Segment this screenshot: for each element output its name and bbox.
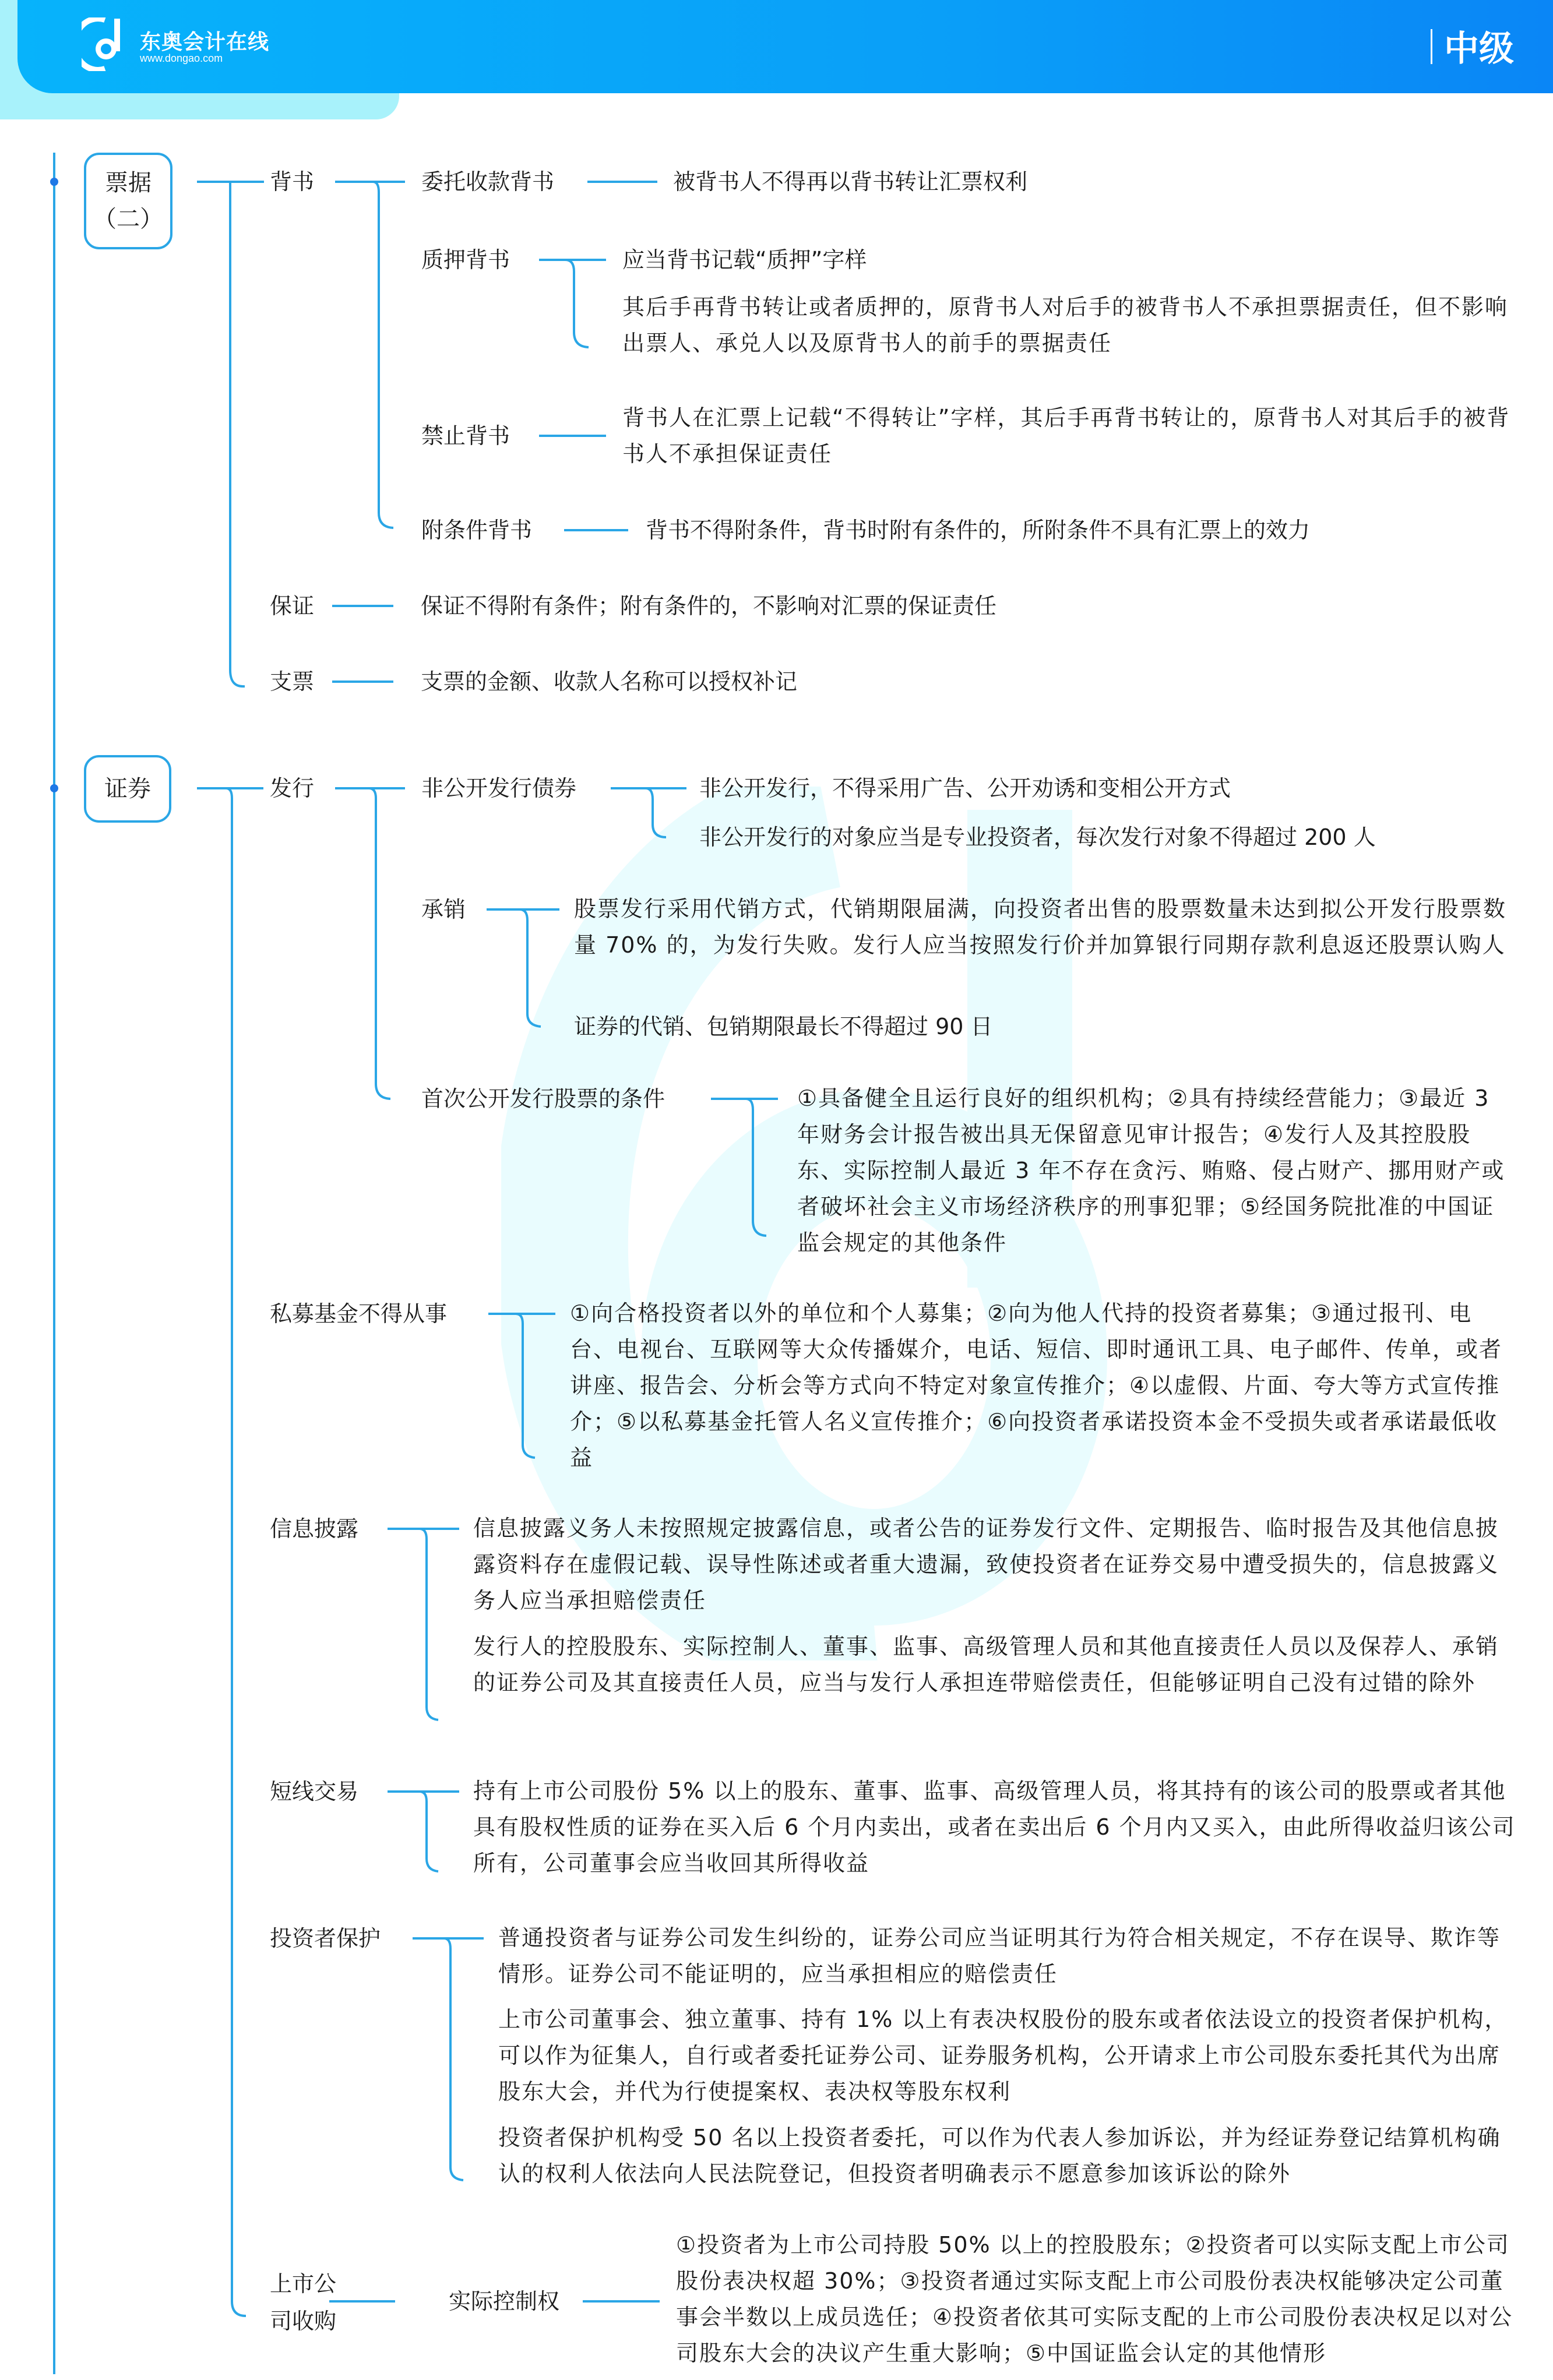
node-underwriting[interactable]: 承销 (421, 897, 466, 922)
node-listed-company-acquisition-2[interactable]: 司收购 (270, 2308, 337, 2334)
node-investor-protection[interactable]: 投资者保护 (270, 1926, 381, 1951)
node-private-fund-prohibited[interactable]: 私募基金不得从事 (270, 1301, 448, 1327)
point-investor-protection-1: 普通投资者与证券公司发生纠纷的，证券公司应当证明其行为符合相关规定，不存在误导、欺诈等情形。证券公司不能证明的，应当承担相应的赔偿责任 (498, 1925, 1501, 1987)
node-collection-endorsement[interactable]: 委托收款背书 (421, 169, 555, 195)
node-issuance[interactable]: 发行 (270, 775, 315, 801)
node-pledge-endorsement[interactable]: 质押背书 (421, 247, 510, 273)
point-disclosure-1: 信息披露义务人未按照规定披露信息，或者公告的证券发行文件、定期报告、临时报告及其他信息披露资料存在虚假记载、误导性陈述或者重大遗漏，致使投资者在证券交易中遭受损失的，信息披露义务人应当承担赔偿责任 (473, 1515, 1499, 1613)
section-title: 证券 (104, 775, 151, 802)
section-node-bills[interactable] (84, 153, 172, 249)
point-ipo-conditions: ①具备健全且运行良好的组织机构；②具有持续经营能力；③最近 3 年财务会计报告被出具无保留意见审计报告；④发行人及其控股股东、实际控制人最近 3 年不存在贪污、贿赂、侵占财产、挪用财产或者破坏社会主义市场经济秩序的刑事犯罪；⑤经国务院批准的中国证监会规定的其他条件 (797, 1085, 1505, 1256)
point-private-bonds-2: 非公开发行的对象应当是专业投资者，每次发行对象不得超过 200 人 (699, 824, 1376, 850)
brand-name: 东奥会计在线 (140, 30, 270, 54)
node-prohibited-endorsement[interactable]: 禁止背书 (421, 423, 510, 449)
point-underwriting-1: 股票发行采用代销方式，代销期限届满，向投资者出售的股票数量未达到拟公开发行股票数量 70% 的，为发行失败。发行人应当按照发行价并加算银行同期存款利息返还股票认购人 (574, 896, 1507, 958)
point-short-swing-trading: 持有上市公司股份 5% 以上的股东、董事、监事、高级管理人员，将其持有的该公司的股票或者其他具有股权性质的证券在买入后 6 个月内卖出，或者在卖出后 6 个月内又买入，由此所得收益归该公司所有，公司董事会应当收回其所得收益 (473, 1778, 1516, 1876)
node-disclosure[interactable]: 信息披露 (270, 1516, 359, 1542)
point-prohibited-endorsement: 背书人在汇票上记载“不得转让”字样，其后手再背书转让的，原背书人对其后手的被背书人不承担保证责任 (622, 405, 1510, 467)
node-endorsement[interactable]: 背书 (270, 169, 315, 195)
section-title-line-1: 票据 (105, 170, 152, 196)
node-conditional-endorsement[interactable]: 附条件背书 (421, 517, 533, 543)
node-private-bonds[interactable]: 非公开发行债券 (421, 775, 577, 801)
section-node-securities[interactable] (84, 755, 171, 823)
section-title-line-2: （二） (93, 206, 163, 232)
node-short-swing-trading[interactable]: 短线交易 (270, 1779, 359, 1804)
point-guarantee: 保证不得附有条件；附有条件的，不影响对汇票的保证责任 (421, 593, 997, 619)
point-investor-protection-3: 投资者保护机构受 50 名以上投资者委托，可以作为代表人参加诉讼，并为经证券登记结算机构确认的权利人依法向人民法院登记，但投资者明确表示不愿意参加该诉讼的除外 (498, 2125, 1501, 2187)
node-guarantee[interactable]: 保证 (270, 593, 315, 619)
point-disclosure-2: 发行人的控股股东、实际控制人、董事、监事、高级管理人员和其他直接责任人员以及保荐人、承销的证券公司及其直接责任人员，应当与发行人承担连带赔偿责任，但能够证明自己没有过错的除外 (473, 1634, 1499, 1695)
point-underwriting-2: 证券的代销、包销期限最长不得超过 90 日 (574, 1014, 993, 1039)
node-listed-company-acquisition-1[interactable]: 上市公 (270, 2271, 337, 2297)
point-collection-endorsement: 被背书人不得再以背书转让汇票权利 (673, 169, 1028, 195)
point-private-bonds-1: 非公开发行，不得采用广告、公开劝诱和变相公开方式 (699, 775, 1231, 801)
node-ipo-conditions[interactable]: 首次公开发行股票的条件 (421, 1086, 665, 1112)
point-conditional-endorsement: 背书不得附条件，背书时附有条件的，所附条件不具有汇票上的效力 (646, 517, 1311, 543)
spine-node-2 (50, 784, 58, 792)
node-cheque[interactable]: 支票 (270, 669, 315, 694)
point-private-fund-prohibited: ①向合格投资者以外的单位和个人募集；②向为他人代持的投资者募集；③通过报刊、电台、电视台、互联网等大众传播媒介，电话、短信、即时通讯工具、电子邮件、传单，或者讲座、报告会、分析会等方式向不特定对象宣传推介；④以虚假、片面、夸大等方式宣传推介；⑤以私募基金托管人名义宣传推介；⑥向投资者承诺投资本金不受损失或者承诺最低收益 (570, 1300, 1503, 1471)
point-cheque: 支票的金额、收款人名称可以授权补记 (421, 669, 798, 694)
exam-level-label: 中级 (1444, 29, 1514, 69)
point-pledge-1: 应当背书记载“质押”字样 (622, 247, 867, 273)
point-pledge-2: 其后手再背书转让或者质押的，原背书人对后手的被背书人不承担票据责任，但不影响出票人、承兑人以及原背书人的前手的票据责任 (622, 294, 1509, 356)
brand-url: www.dongao.com (140, 52, 223, 64)
point-investor-protection-2: 上市公司董事会、独立董事、持有 1% 以上有表决权股份的股东或者依法设立的投资者保护机构，可以作为征集人，自行或者委托证券公司、证券服务机构，公开请求上市公司股东委托其代为出席股东大会，并代为行使提案权、表决权等股东权利 (498, 2007, 1508, 2104)
spine-node-1 (50, 178, 58, 186)
point-actual-control: ①投资者为上市公司持股 50% 以上的控股股东；②投资者可以实际支配上市公司股份表决权超 30%；③投资者通过实际支配上市公司股份表决权能够决定公司董事会半数以上成员选任；④投资者依其可实际支配的上市公司股份表决权足以对公司股东大会的决议产生重大影响；⑤中国证监会认定的其他情形 (676, 2232, 1513, 2366)
node-actual-control[interactable]: 实际控制权 (449, 2289, 560, 2314)
